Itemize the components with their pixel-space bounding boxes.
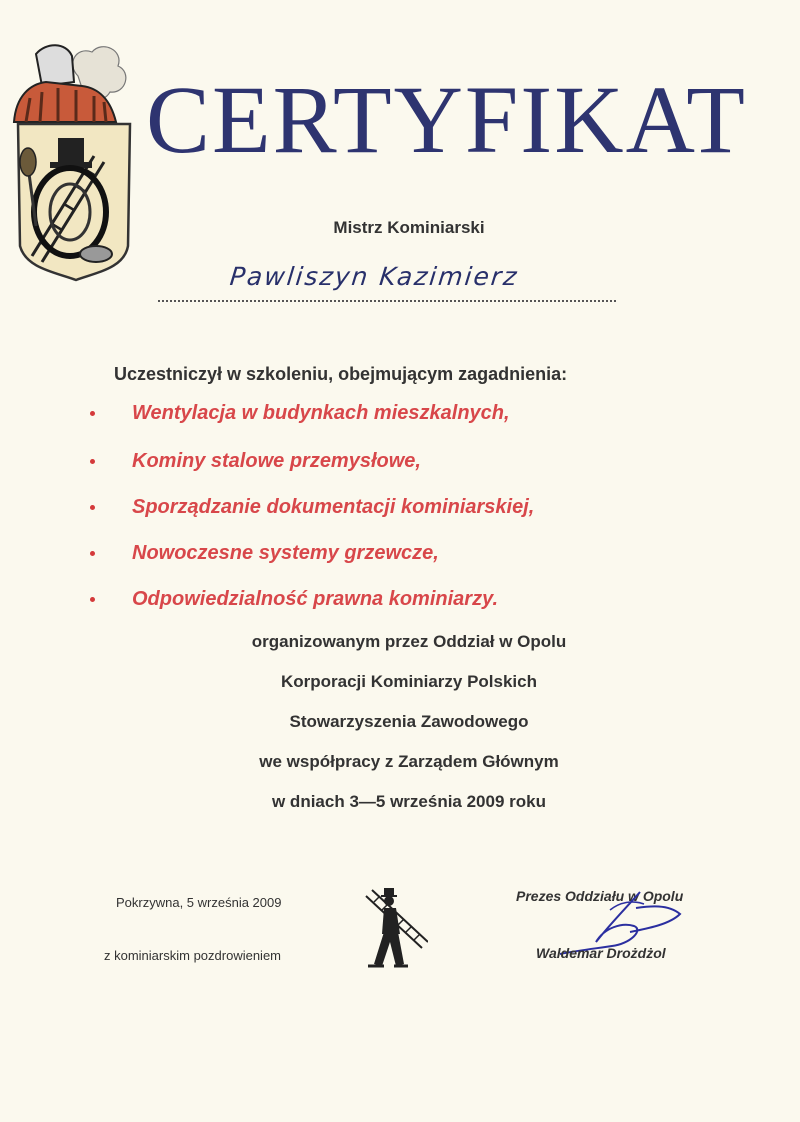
organizer-line: organizowanym przez Oddział w Opolu [251, 632, 567, 651]
bullet-icon [90, 459, 95, 464]
topic-text: Odpowiedzialność prawna kominiarzy. [132, 588, 499, 610]
signatory-name: Waldemar Drożdżol [536, 945, 666, 961]
topic-text: Kominy stalowe przemysłowe, [132, 450, 421, 472]
bullet-icon [90, 411, 95, 416]
recipient-name: Pawliszyn Kazimierz [228, 262, 520, 291]
organizer-line: w dniach 3—5 września 2009 roku [271, 792, 546, 811]
greeting: z kominiarskim pozdrowieniem [104, 948, 281, 963]
name-dotted-line [158, 300, 616, 302]
place-date: Pokrzywna, 5 września 2009 [116, 895, 282, 910]
organizer-line: Korporacji Kominiarzy Polskich [280, 672, 537, 691]
chimney-sweep-figure-icon [362, 886, 428, 970]
training-intro: Uczestniczył w szkoleniu, obejmującym zagadnienia: [114, 364, 568, 384]
chimney-sweep-crest-icon [6, 36, 134, 284]
topic-text: Sporządzanie dokumentacji kominiarskiej, [132, 496, 535, 518]
topic-text: Nowoczesne systemy grzewcze, [132, 542, 439, 564]
certificate-subtitle: Mistrz Kominiarski [333, 218, 485, 237]
certificate-title: CERTYFIKAT [146, 66, 747, 173]
bullet-icon [90, 551, 95, 556]
bullet-icon [90, 597, 95, 602]
topic-text: Wentylacja w budynkach mieszkalnych, [132, 402, 510, 424]
bullet-icon [90, 505, 95, 510]
organizer-line: Stowarzyszenia Zawodowego [289, 712, 529, 731]
organizer-line: we współpracy z Zarządem Głównym [259, 752, 559, 771]
signatory-title: Prezes Oddziału w Opolu [516, 888, 684, 904]
